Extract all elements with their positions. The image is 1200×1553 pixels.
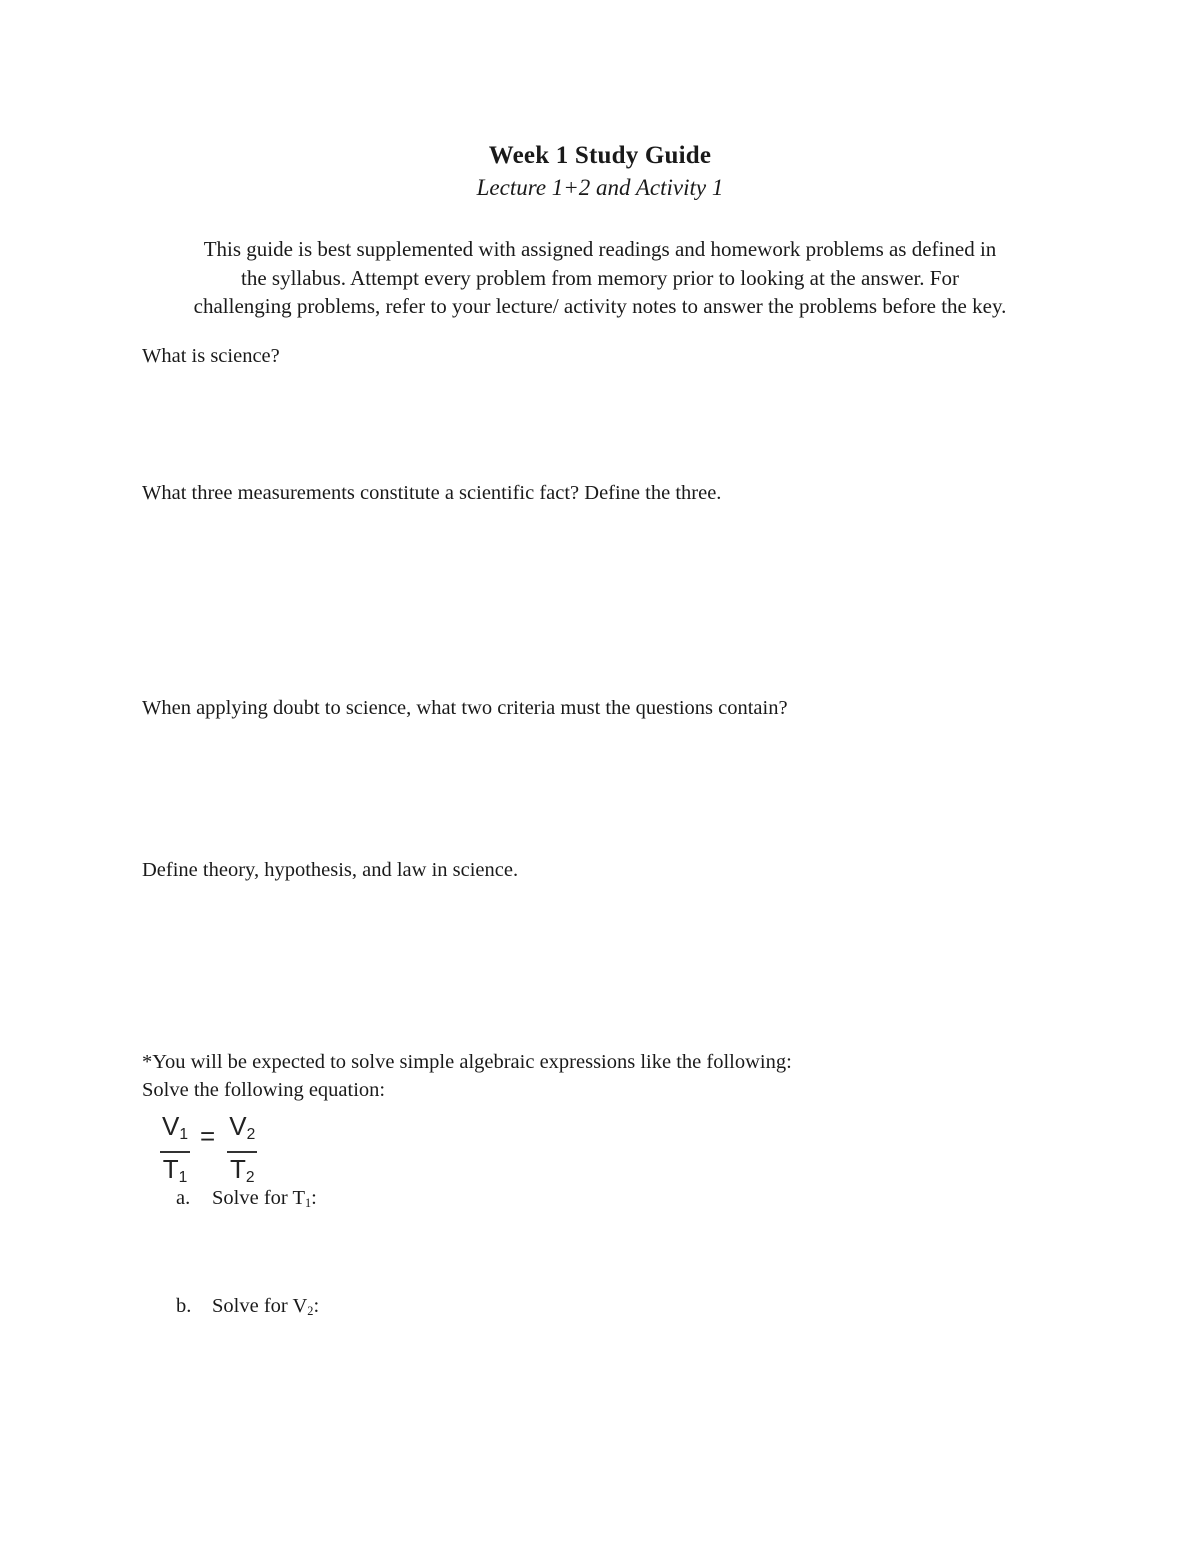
subscript: 2: [245, 1168, 255, 1186]
list-marker: b.: [176, 1295, 192, 1317]
intro-paragraph: [130, 235, 1070, 321]
suffix: :: [313, 1295, 320, 1317]
intro-line: This guide is best supplemented with assigned readings and homework problems as defined in: [203, 237, 997, 261]
document-subtitle: Lecture 1+2 and Activity 1: [476, 175, 724, 200]
question-theory-hypothesis-law: Define theory, hypothesis, and law in science.: [142, 859, 519, 881]
fraction-right: [227, 1112, 257, 1192]
equation: [160, 1112, 257, 1192]
sub-question-b: [176, 1295, 319, 1319]
algebra-prompt: Solve the following equation:: [142, 1079, 386, 1101]
intro-line: challenging problems, refer to your lecture/ activity notes to answer the problems before the key.: [193, 294, 1007, 318]
question-doubt-criteria: When applying doubt to science, what two criteria must the questions contain?: [142, 697, 788, 719]
fraction-left: [160, 1112, 190, 1192]
subscript: 2: [307, 1304, 314, 1319]
sub-question-text: Solve for T: [212, 1187, 306, 1209]
list-marker: a.: [176, 1187, 191, 1209]
suffix: :: [311, 1187, 317, 1209]
var: V: [162, 1111, 180, 1141]
question-what-is-science: What is science?: [142, 345, 280, 367]
equals-sign: =: [200, 1121, 216, 1152]
var: T: [229, 1153, 246, 1184]
algebra-section: [142, 1048, 792, 1104]
document-title: Week 1 Study Guide: [488, 142, 712, 169]
subscript: 1: [178, 1168, 188, 1186]
subscript: 1: [305, 1196, 312, 1211]
subscript: 2: [246, 1125, 256, 1143]
sub-question-a: [176, 1187, 317, 1211]
var: V: [229, 1111, 247, 1141]
intro-line: the syllabus. Attempt every problem from memory prior to looking at the answer. For: [241, 265, 959, 290]
sub-question-text: Solve for V: [212, 1295, 308, 1317]
algebra-note: *You will be expected to solve simple algebraic expressions like the following:: [142, 1051, 792, 1073]
var: T: [162, 1153, 179, 1184]
subscript: 1: [179, 1125, 189, 1143]
question-scientific-fact: What three measurements constitute a scientific fact? Define the three.: [142, 482, 722, 504]
